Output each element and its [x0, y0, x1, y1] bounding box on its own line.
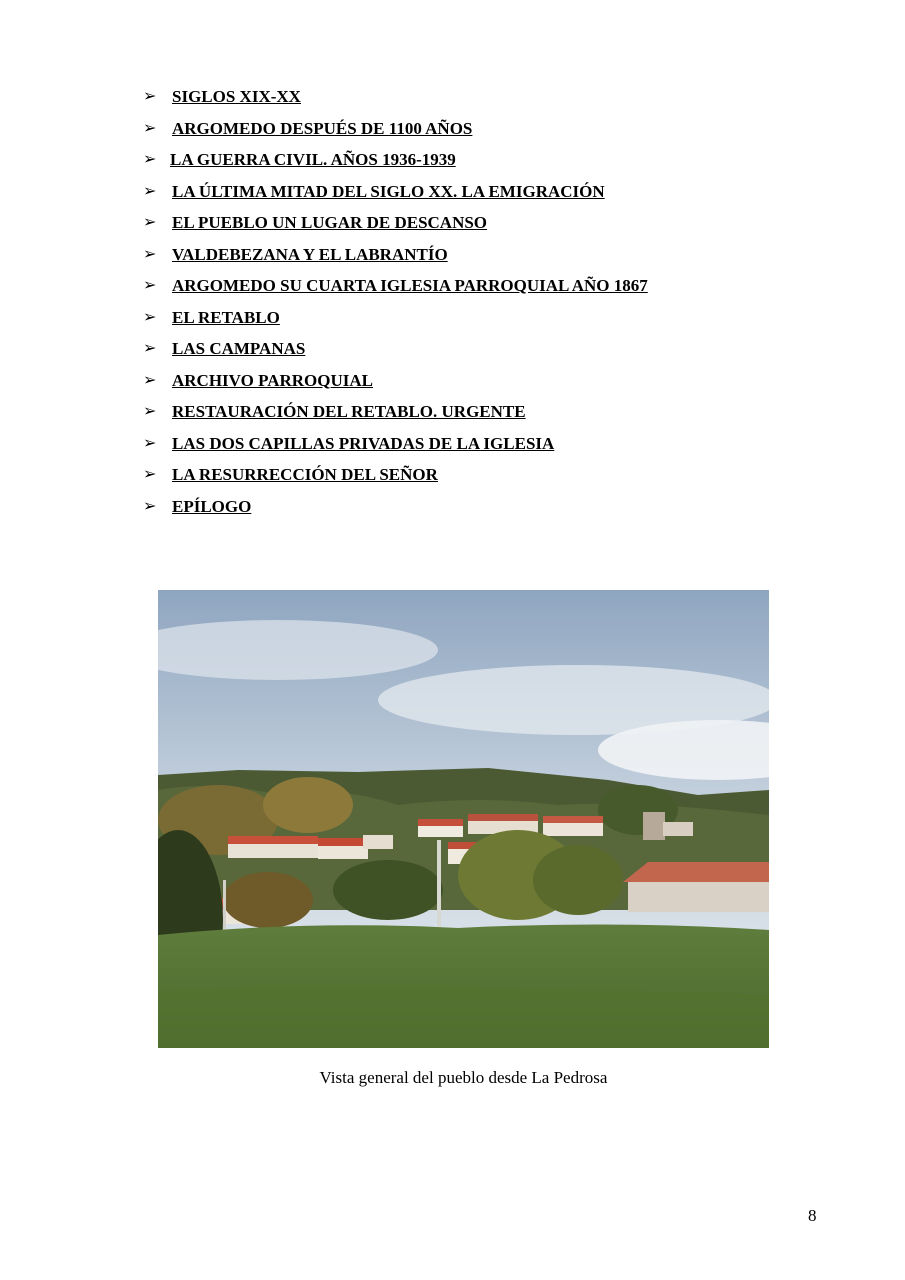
arrowhead-bullet-icon: ➢: [143, 119, 157, 137]
arrowhead-bullet-icon: ➢: [143, 88, 157, 105]
toc-item[interactable]: [143, 116, 843, 148]
arrowhead-bullet-icon: ➢: [143, 497, 157, 515]
arrowhead-bullet-icon: ➢: [143, 371, 157, 389]
arrowhead-bullet-icon: ➢: [143, 308, 157, 326]
village-landscape-illustration: [158, 590, 769, 1048]
toc-item-label[interactable]: EPÍLOGO: [172, 496, 252, 516]
toc-item-label[interactable]: EL RETABLO: [172, 307, 280, 327]
toc-item-label[interactable]: LA ÚLTIMA MITAD DEL SIGLO XX. LA EMIGRACIÓN: [172, 181, 605, 201]
toc-item[interactable]: [143, 179, 843, 211]
toc-item[interactable]: [143, 210, 843, 242]
toc-item[interactable]: [143, 84, 843, 116]
toc-item[interactable]: [143, 431, 843, 463]
toc-item[interactable]: [143, 305, 843, 337]
arrowhead-bullet-icon: ➢: [143, 182, 157, 200]
toc-item-label[interactable]: ARGOMEDO SU CUARTA IGLESIA PARROQUIAL AÑO 1867: [172, 276, 648, 295]
toc-item-label[interactable]: RESTAURACIÓN DEL RETABLO. URGENTE: [172, 402, 526, 421]
arrowhead-bullet-icon: ➢: [143, 434, 157, 452]
table-of-contents: [143, 84, 843, 525]
toc-item[interactable]: [143, 368, 843, 400]
arrowhead-bullet-icon: ➢: [143, 466, 157, 483]
toc-item[interactable]: [143, 242, 843, 274]
toc-item-label[interactable]: SIGLOS XIX-XX: [172, 87, 301, 106]
arrowhead-bullet-icon: ➢: [143, 245, 157, 263]
toc-item-label[interactable]: ARCHIVO PARROQUIAL: [172, 370, 373, 390]
toc-item[interactable]: [143, 399, 843, 431]
arrowhead-bullet-icon: ➢: [143, 151, 157, 168]
village-landscape-photo: [158, 590, 769, 1048]
toc-item-label[interactable]: LA GUERRA CIVIL. AÑOS 1936-1939: [170, 150, 456, 169]
toc-item[interactable]: [143, 147, 843, 179]
toc-item[interactable]: [143, 494, 843, 526]
toc-item-label[interactable]: ARGOMEDO DESPUÉS DE 1100 AÑOS: [172, 118, 473, 138]
arrowhead-bullet-icon: ➢: [143, 403, 157, 420]
toc-item[interactable]: [143, 336, 843, 368]
page-number: 8: [808, 1206, 817, 1225]
toc-item-label[interactable]: LAS CAMPANAS: [172, 339, 306, 358]
toc-item-label[interactable]: EL PUEBLO UN LUGAR DE DESCANSO: [172, 213, 488, 232]
toc-item[interactable]: [143, 273, 843, 305]
toc-item-label[interactable]: LA RESURRECCIÓN DEL SEÑOR: [172, 465, 438, 484]
toc-item-label[interactable]: VALDEBEZANA Y EL LABRANTÍO: [172, 244, 448, 264]
figure-caption: Vista general del pueblo desde La Pedrosa: [319, 1068, 608, 1087]
arrowhead-bullet-icon: ➢: [143, 277, 157, 294]
toc-item-label[interactable]: LAS DOS CAPILLAS PRIVADAS DE LA IGLESIA: [172, 433, 555, 453]
arrowhead-bullet-icon: ➢: [143, 340, 157, 357]
toc-item[interactable]: [143, 462, 843, 494]
arrowhead-bullet-icon: ➢: [143, 214, 157, 231]
